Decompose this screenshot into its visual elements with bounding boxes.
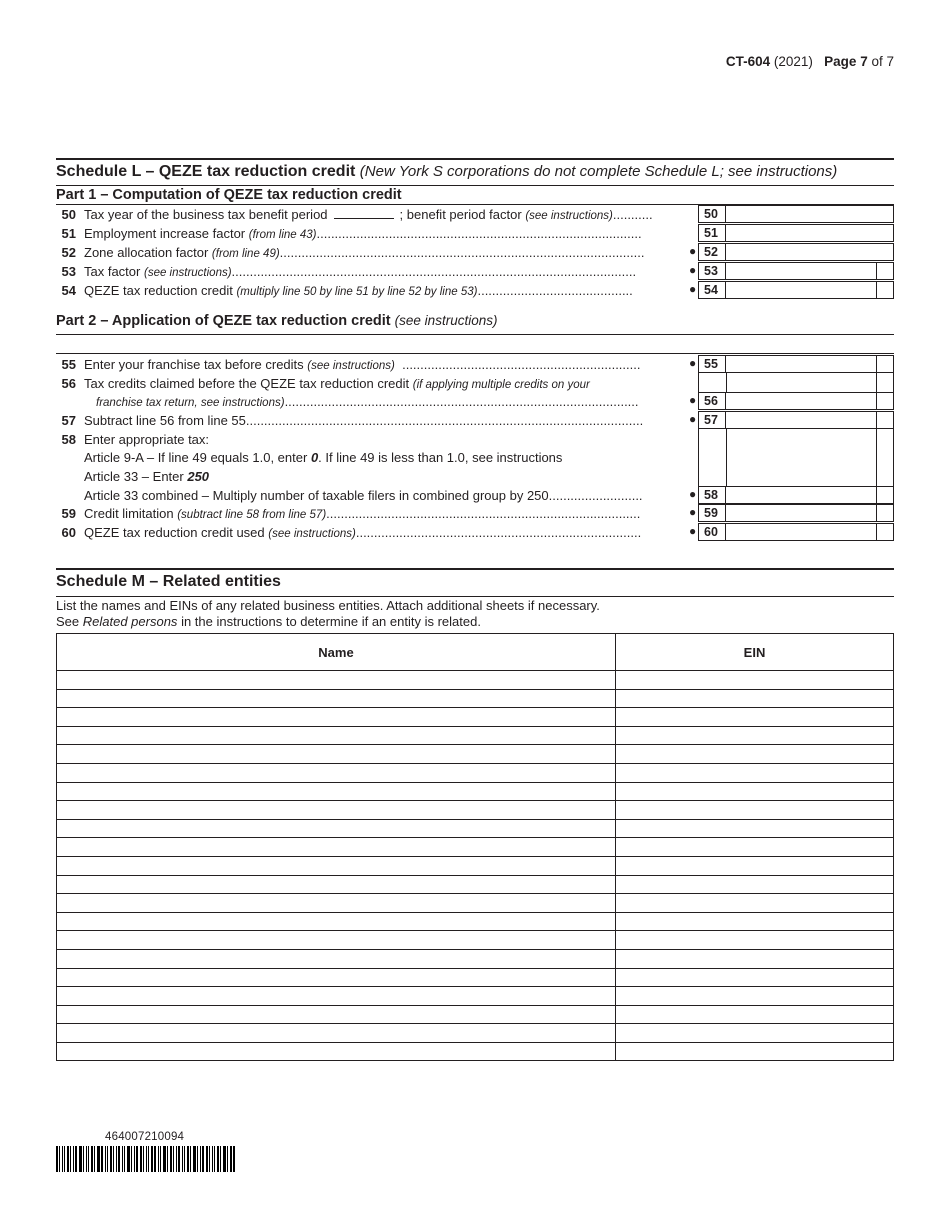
bullet-icon: ●	[689, 263, 697, 277]
line-text: Article 9-A – If line 49 equals 1.0, enter 0. If line 49 is less than 1.0, see instructions	[84, 450, 563, 465]
barcode-bar	[212, 1146, 213, 1172]
line-57-entry[interactable]	[726, 411, 894, 429]
barcode-bar	[178, 1146, 180, 1172]
barcode-bar	[160, 1146, 161, 1172]
barcode-bar	[173, 1146, 174, 1172]
entity-ein-cell[interactable]	[616, 987, 894, 1006]
box-border	[876, 429, 877, 487]
barcode-bar	[206, 1146, 208, 1172]
table-row	[57, 894, 894, 913]
entity-ein-cell[interactable]	[616, 782, 894, 801]
bullet-icon: ●	[689, 524, 697, 538]
line-60	[56, 523, 894, 542]
schedule-m-description: List the names and EINs of any related business entities. Attach additional sheets if necessary. See Related persons in the instructions to determine if an entity is related.	[56, 598, 600, 629]
entity-name-cell[interactable]	[57, 745, 616, 764]
table-row	[57, 931, 894, 950]
entity-name-cell[interactable]	[57, 856, 616, 875]
box-border	[726, 373, 727, 393]
barcode-bar	[83, 1146, 84, 1172]
entity-name-cell[interactable]	[57, 949, 616, 968]
barcode-bar	[200, 1146, 201, 1172]
barcode-bar	[220, 1146, 221, 1172]
line-58-row4	[56, 486, 894, 505]
entity-ein-cell[interactable]	[616, 1024, 894, 1043]
entity-ein-cell[interactable]	[616, 763, 894, 782]
barcode-bar	[140, 1146, 142, 1172]
table-row	[57, 968, 894, 987]
line-58-row3	[56, 467, 894, 486]
line-number: 56	[61, 376, 76, 391]
schedule-l-subtitle: (New York S corporations do not complete Schedule L; see instructions)	[359, 163, 838, 180]
barcode-bar	[73, 1146, 74, 1172]
barcode-bar	[113, 1146, 114, 1172]
box-border	[698, 429, 699, 487]
line-55	[56, 355, 894, 374]
line-box-number: 55	[698, 355, 726, 373]
barcode-bar	[88, 1146, 89, 1172]
table-header-row	[57, 634, 894, 671]
table-row	[57, 838, 894, 857]
schedule-l-title: Schedule L – QEZE tax reduction credit (New York S corporations do not complete Schedule L; see instructions)	[56, 163, 838, 180]
line-57	[56, 411, 894, 430]
line-53-entry[interactable]	[726, 262, 894, 280]
barcode-bar	[151, 1146, 153, 1172]
line-text: Tax factor (see instructions)................................................................................................................	[84, 264, 637, 279]
entity-name-cell[interactable]	[57, 987, 616, 1006]
entity-name-cell[interactable]	[57, 912, 616, 931]
line-text: Tax year of the business tax benefit period ; benefit period factor (see instructions)...........	[84, 207, 653, 222]
entity-name-cell[interactable]	[57, 931, 616, 950]
line-text: Article 33 – Enter 250	[84, 469, 210, 484]
schedule-l-top-rule	[56, 158, 894, 160]
barcode-bar	[197, 1146, 198, 1172]
table-row	[57, 856, 894, 875]
entity-ein-cell[interactable]	[616, 801, 894, 820]
line-box-number: 51	[698, 224, 726, 242]
bullet-icon: ●	[689, 244, 697, 258]
barcode-bar	[184, 1146, 185, 1172]
table-row	[57, 987, 894, 1006]
barcode-bar	[143, 1146, 144, 1172]
line-59	[56, 504, 894, 523]
barcode-bar	[146, 1146, 147, 1172]
divider	[56, 334, 894, 335]
entity-name-cell[interactable]	[57, 875, 616, 894]
line-60-entry[interactable]	[726, 523, 894, 541]
barcode-bar	[118, 1146, 120, 1172]
entity-name-cell[interactable]	[57, 838, 616, 857]
table-row	[57, 689, 894, 708]
entity-ein-cell[interactable]	[616, 838, 894, 857]
barcode-bar	[187, 1146, 189, 1172]
barcode-bar	[75, 1146, 77, 1172]
line-58-row2	[56, 448, 894, 467]
barcode-bar	[86, 1146, 87, 1172]
line-text: QEZE tax reduction credit used (see instructions)...............................................................................	[84, 525, 642, 540]
barcode-bar	[79, 1146, 82, 1172]
entity-ein-cell[interactable]	[616, 671, 894, 690]
part2-note: (see instructions)	[394, 313, 498, 328]
barcode-bar	[176, 1146, 177, 1172]
box-border	[893, 429, 894, 487]
table-body	[57, 671, 894, 1061]
divider	[56, 353, 894, 354]
entity-name-cell[interactable]	[57, 1024, 616, 1043]
box-border	[698, 373, 699, 393]
line-text: QEZE tax reduction credit (multiply line 50 by line 51 by line 52 by line 53)...........................................	[84, 283, 633, 298]
entity-name-cell[interactable]	[57, 671, 616, 690]
barcode-bar	[59, 1146, 60, 1172]
line-59-entry[interactable]	[726, 504, 894, 522]
barcode-bar	[122, 1146, 123, 1172]
entity-ein-cell[interactable]	[616, 708, 894, 727]
entity-ein-cell[interactable]	[616, 949, 894, 968]
line-50	[56, 205, 894, 224]
page-of: of 7	[871, 54, 894, 69]
line-box-number: 57	[698, 411, 726, 429]
line-text: Subtract line 56 from line 55..............................................................................................................	[84, 413, 644, 428]
table-row	[57, 726, 894, 745]
bullet-icon: ●	[689, 412, 697, 426]
part2-title: Part 2 – Application of QEZE tax reduction credit (see instructions)	[56, 313, 498, 329]
schedule-m-top-rule	[56, 568, 894, 570]
barcode-bar	[209, 1146, 210, 1172]
line-box-number: 56	[698, 392, 726, 410]
table-row	[57, 782, 894, 801]
ein-column-header: EIN	[616, 634, 894, 671]
line-55-entry[interactable]	[726, 355, 894, 373]
barcode-bar	[193, 1146, 196, 1172]
table-row	[57, 708, 894, 727]
line-box-number: 60	[698, 523, 726, 541]
line-58-entry[interactable]	[726, 486, 894, 504]
entity-ein-cell[interactable]	[616, 1005, 894, 1024]
line-number: 58	[61, 432, 76, 447]
table-row	[57, 1005, 894, 1024]
entity-name-cell[interactable]	[57, 1042, 616, 1061]
barcode-bar	[67, 1146, 69, 1172]
line-51-entry[interactable]	[726, 224, 894, 242]
line-54-entry[interactable]	[726, 281, 894, 299]
line-number: 55	[61, 357, 76, 372]
table-row	[57, 949, 894, 968]
table-row	[57, 875, 894, 894]
barcode-bar	[134, 1146, 135, 1172]
line-box-number: 53	[698, 262, 726, 280]
bullet-icon: ●	[689, 393, 697, 407]
table-row	[57, 671, 894, 690]
barcode-bar	[124, 1146, 125, 1172]
entity-ein-cell[interactable]	[616, 875, 894, 894]
line-52-entry[interactable]	[726, 243, 894, 261]
divider	[56, 185, 894, 186]
line-number: 52	[61, 245, 76, 260]
table-row	[57, 912, 894, 931]
barcode-bar	[154, 1146, 156, 1172]
entity-name-cell[interactable]	[57, 726, 616, 745]
barcode-bar	[170, 1146, 172, 1172]
line-box-number: 52	[698, 243, 726, 261]
line-58-row1	[56, 430, 894, 449]
name-column-header: Name	[57, 634, 616, 671]
line-box-number: 59	[698, 504, 726, 522]
form-number: CT-604	[725, 54, 771, 69]
entity-name-cell[interactable]	[57, 801, 616, 820]
barcode-bar	[182, 1146, 183, 1172]
entity-ein-cell[interactable]	[616, 912, 894, 931]
barcode-bar	[227, 1146, 228, 1172]
line-box-number: 50	[698, 205, 726, 223]
line-56-row2	[56, 392, 894, 411]
bullet-icon: ●	[689, 487, 697, 501]
barcode-bar	[136, 1146, 138, 1172]
entity-name-cell[interactable]	[57, 819, 616, 838]
barcode-bar	[116, 1146, 117, 1172]
barcode-number: 464007210094	[105, 1131, 185, 1143]
line-text: Article 33 combined – Multiply number of taxable filers in combined group by 250..........................	[84, 488, 643, 503]
line-text: Zone allocation factor (from line 49).....................................................................................................	[84, 245, 645, 260]
barcode-bar	[158, 1146, 159, 1172]
line-number: 60	[61, 525, 76, 540]
barcode-bar	[148, 1146, 149, 1172]
line-number: 59	[61, 506, 76, 521]
barcode-bar	[167, 1146, 168, 1172]
page-label: Page 7	[824, 54, 868, 69]
box-border	[726, 429, 727, 487]
line-number: 54	[61, 283, 76, 298]
line-56-row1	[56, 374, 894, 393]
barcode-bar	[105, 1146, 106, 1172]
line-number: 57	[61, 413, 76, 428]
barcode-bar	[214, 1146, 215, 1172]
line-53	[56, 262, 894, 281]
line-text: Tax credits claimed before the QEZE tax reduction credit (if applying multiple credits on your	[84, 376, 590, 391]
entity-name-cell[interactable]	[57, 968, 616, 987]
entity-name-cell[interactable]	[57, 782, 616, 801]
table-row	[57, 1024, 894, 1043]
entity-name-cell[interactable]	[57, 689, 616, 708]
bullet-icon: ●	[689, 505, 697, 519]
entity-ein-cell[interactable]	[616, 726, 894, 745]
entity-ein-cell[interactable]	[616, 968, 894, 987]
barcode-bar	[70, 1146, 71, 1172]
table-row	[57, 1042, 894, 1061]
entity-ein-cell[interactable]	[616, 931, 894, 950]
table-row	[57, 763, 894, 782]
bullet-icon: ●	[689, 356, 697, 370]
line-text: Credit limitation (subtract line 58 from line 57).......................................................................................	[84, 506, 641, 521]
line-text: Enter appropriate tax:	[84, 432, 210, 447]
barcode-bar	[202, 1146, 204, 1172]
barcode-bar	[62, 1146, 63, 1172]
barcode-bar	[56, 1146, 58, 1172]
entity-name-cell[interactable]	[57, 1005, 616, 1024]
barcode-bar	[217, 1146, 219, 1172]
barcode	[56, 1146, 238, 1172]
barcode-bar	[230, 1146, 232, 1172]
bullet-icon: ●	[689, 282, 697, 296]
tax-year-input[interactable]	[334, 207, 394, 219]
box-border	[893, 373, 894, 393]
entity-name-cell[interactable]	[57, 763, 616, 782]
barcode-bar	[233, 1146, 235, 1172]
page-header	[726, 54, 894, 69]
barcode-bar	[101, 1146, 103, 1172]
related-entities-table	[56, 633, 894, 1061]
table-row	[57, 819, 894, 838]
line-number: 51	[61, 226, 76, 241]
line-51	[56, 224, 894, 243]
table-row	[57, 801, 894, 820]
entity-ein-cell[interactable]	[616, 856, 894, 875]
barcode-bar	[223, 1146, 226, 1172]
entity-name-cell[interactable]	[57, 894, 616, 913]
barcode-bar	[64, 1146, 65, 1172]
barcode-bar	[94, 1146, 95, 1172]
barcode-bar	[127, 1146, 130, 1172]
entity-ein-cell[interactable]	[616, 819, 894, 838]
line-text: franchise tax return, see instructions)..................................................................................................	[96, 394, 639, 409]
line-text: Enter your franchise tax before credits (see instructions) ..................................................................	[84, 357, 641, 372]
barcode-bar	[190, 1146, 191, 1172]
line-56-entry[interactable]	[726, 392, 894, 410]
entity-ein-cell[interactable]	[616, 745, 894, 764]
barcode-bar	[163, 1146, 166, 1172]
line-box-number: 58	[698, 486, 726, 504]
line-box-number: 54	[698, 281, 726, 299]
entity-ein-cell[interactable]	[616, 894, 894, 913]
entity-name-cell[interactable]	[57, 708, 616, 727]
barcode-bar	[97, 1146, 100, 1172]
entity-ein-cell[interactable]	[616, 689, 894, 708]
line-52	[56, 243, 894, 262]
part1-title: Part 1 – Computation of QEZE tax reduction credit	[56, 187, 402, 203]
table-row	[57, 745, 894, 764]
barcode-bar	[107, 1146, 108, 1172]
barcode-bar	[110, 1146, 112, 1172]
schedule-m-title: Schedule M – Related entities	[56, 573, 281, 590]
line-54	[56, 281, 894, 300]
line-number: 50	[61, 207, 76, 222]
entity-ein-cell[interactable]	[616, 1042, 894, 1061]
box-border	[876, 373, 877, 393]
line-text: Employment increase factor (from line 43)..........................................................................................	[84, 226, 642, 241]
divider	[56, 596, 894, 597]
line-50-entry[interactable]	[726, 205, 894, 223]
line-number: 53	[61, 264, 76, 279]
barcode-bar	[131, 1146, 132, 1172]
form-year: (2021)	[773, 54, 813, 69]
barcode-bar	[91, 1146, 93, 1172]
